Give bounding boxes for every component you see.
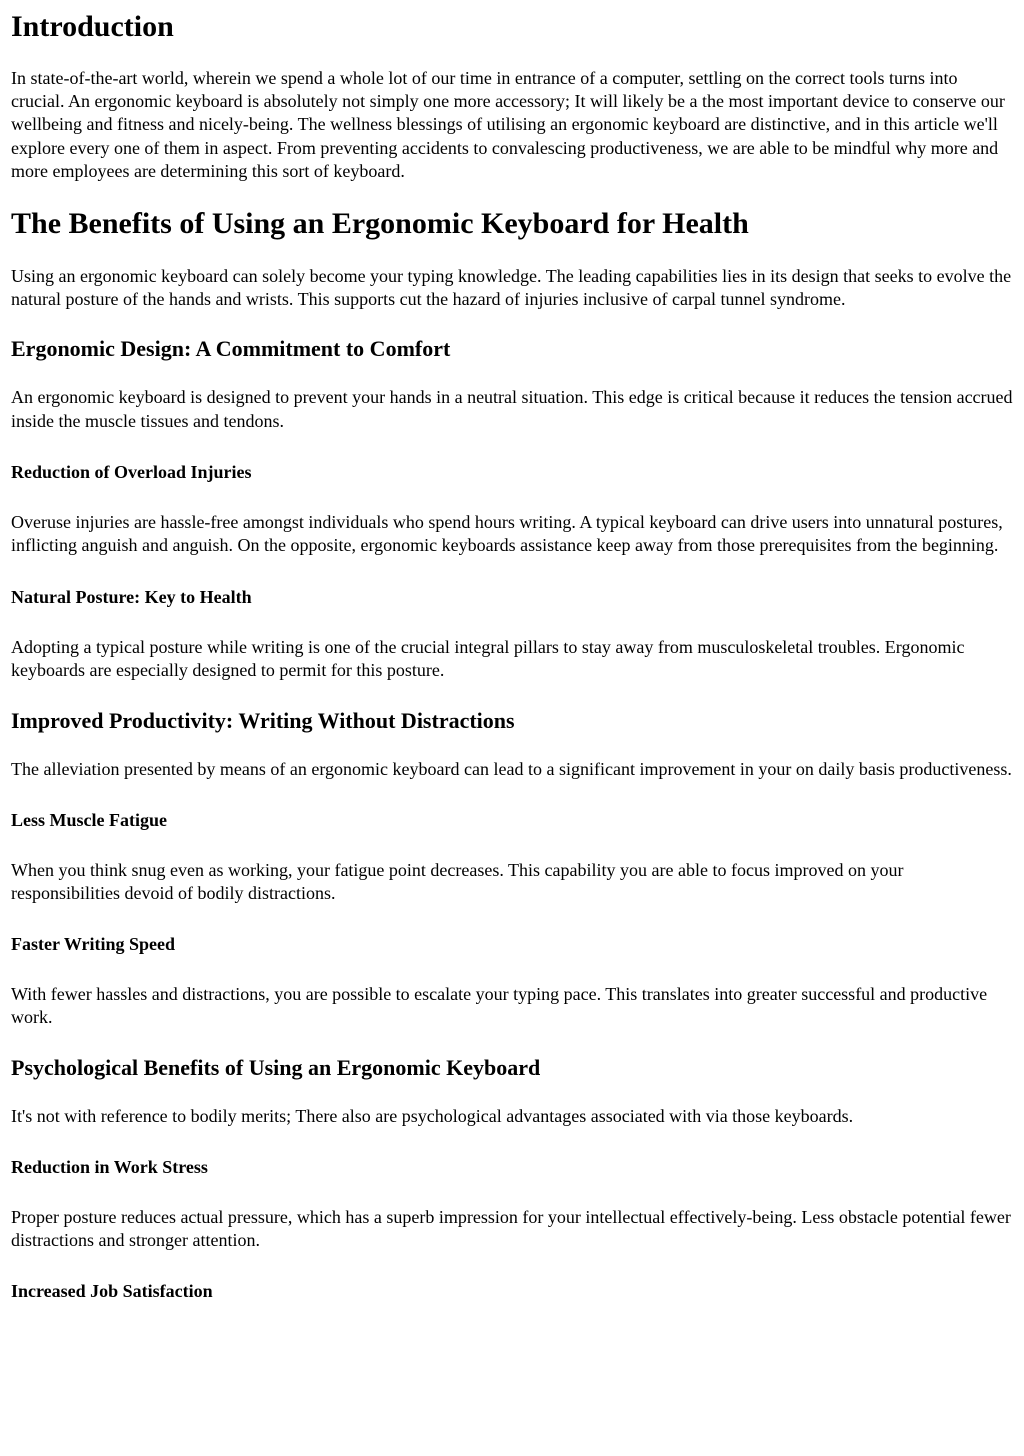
stress-paragraph: Proper posture reduces actual pressure, which has a superb impression for your intellectual effectively-being. Less obstacle potential fewer distractions and stronger attention. <box>11 1206 1011 1251</box>
design-paragraph: An ergonomic keyboard is designed to prevent your hands in a neutral situation. This edge is critical because it reduces the tension accrued inside the muscle tissues and tendons. <box>11 387 1013 431</box>
productivity-heading: Improved Productivity: Writing Without Distractions <box>11 707 515 733</box>
benefits-heading: The Benefits of Using an Ergonomic Keyboard for Health <box>11 207 749 241</box>
fatigue-paragraph: When you think snug even as working, your fatigue point decreases. This capability you are able to focus improved on your responsibilities devoid of bodily distractions. <box>11 859 904 904</box>
speed-paragraph: With fewer hassles and distractions, you are possible to escalate your typing pace. This translates into greater successful and productive work. <box>11 984 988 1028</box>
overload-heading: Reduction of Overload Injuries <box>11 461 252 482</box>
overload-paragraph: Overuse injuries are hassle-free amongst individuals who spend hours writing. A typical keyboard can drive users into unnatural postures, inflicting anguish and anguish. On the opposite, ergonomic keyboards assistance keep away from those prerequisites from the beginning. <box>11 511 1003 556</box>
speed-heading: Faster Writing Speed <box>11 934 176 955</box>
productivity-paragraph: The alleviation presented by means of an ergonomic keyboard can lead to a significant improvement in your on daily basis productiveness. <box>11 758 1012 779</box>
intro-paragraph: In state-of-the-art world, wherein we spend a whole lot of our time in entrance of a computer, settling on the correct tools turns into crucial. An ergonomic keyboard is absolutely not simply one more accessory; It will likely be a the most important device to conserve our wellbeing and fitness and nicely-being. The wellness blessings of utilising an ergonomic keyboard are distinctive, and in this article we'll explore every one of them in aspect. From preventing accidents to convalescing productiveness, we are able to be mindful why more and more employees are determining this sort of keyboard. <box>11 68 1005 181</box>
psych-paragraph: It's not with reference to bodily merits; There also are psychological advantages associated with via those keyboards. <box>11 1105 854 1126</box>
posture-heading: Natural Posture: Key to Health <box>11 587 252 608</box>
fatigue-heading: Less Muscle Fatigue <box>11 809 167 830</box>
design-heading: Ergonomic Design: A Commitment to Comfort <box>11 336 451 362</box>
posture-paragraph: Adopting a typical posture while writing is one of the crucial integral pillars to stay away from musculoskeletal troubles. Ergonomic keyboards are especially designed to permit for this posture. <box>11 637 965 681</box>
psych-heading: Psychological Benefits of Using an Ergonomic Keyboard <box>11 1054 541 1080</box>
article <box>0 10 1024 1302</box>
benefits-paragraph: Using an ergonomic keyboard can solely become your typing knowledge. The leading capabilities lies in its design that seeks to evolve the natural posture of the hands and wrists. This supports cut the hazard of injuries inclusive of carpal tunnel syndrome. <box>11 266 1012 310</box>
stress-heading: Reduction in Work Stress <box>11 1156 208 1177</box>
satisfaction-heading: Increased Job Satisfaction <box>11 1281 213 1302</box>
intro-heading: Introduction <box>11 10 174 43</box>
